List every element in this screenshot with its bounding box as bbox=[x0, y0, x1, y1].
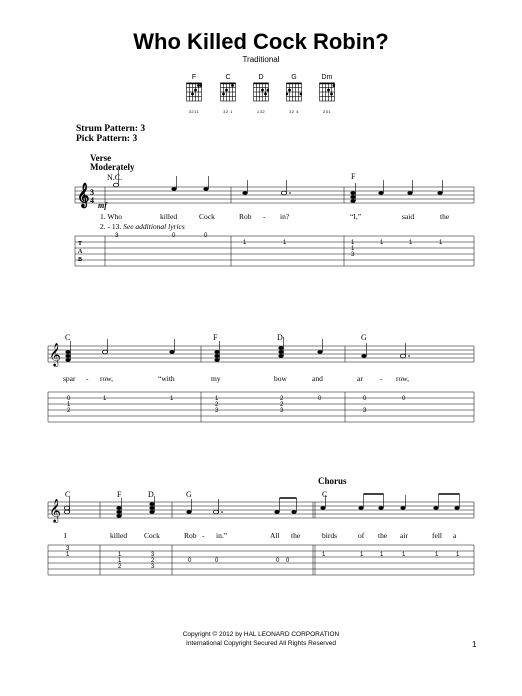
lyric-syllable: said bbox=[402, 212, 415, 221]
lyric-hyphen: - bbox=[202, 531, 205, 540]
lyric-syllable: All bbox=[270, 531, 280, 540]
copyright-notice: Copyright © 2012 by HAL LEONARD CORPORATION bbox=[182, 631, 340, 638]
tab-staff-lines bbox=[75, 236, 474, 266]
section-label-chorus: Chorus bbox=[318, 476, 347, 486]
tab-fret-number: 1 bbox=[351, 240, 355, 246]
tab-fret-number: 2 bbox=[118, 564, 122, 570]
staff-lines bbox=[75, 187, 474, 203]
treble-clef-icon: 𝄞 bbox=[77, 183, 90, 207]
additional-lyrics-note: See additional lyrics bbox=[123, 222, 185, 231]
pick-pattern: Pick Pattern: 3 bbox=[76, 134, 138, 144]
lyric-syllable: and bbox=[312, 374, 323, 383]
lyric-hyphen: - bbox=[380, 374, 383, 383]
song-title: Who Killed Cock Robin? bbox=[133, 29, 389, 54]
tab-fret-number: 1 bbox=[435, 552, 439, 558]
tab-clef-icon: T bbox=[78, 241, 83, 247]
lyric-syllable: killed bbox=[160, 212, 178, 221]
lyric-syllable: the bbox=[291, 531, 301, 540]
tab-fret-number: 1 bbox=[402, 552, 406, 558]
chord-symbol: G bbox=[361, 333, 367, 342]
chord-symbol: F bbox=[117, 490, 122, 499]
chord-symbol: C bbox=[322, 490, 328, 499]
tab-fret-number: 0 bbox=[276, 558, 280, 564]
lyric-syllable: the bbox=[378, 531, 388, 540]
tab-fret-number: 1 bbox=[243, 240, 247, 246]
tab-fret-number: 3 bbox=[363, 408, 367, 414]
chord-symbol: F bbox=[213, 333, 218, 342]
lyric-syllable: Rob bbox=[184, 531, 197, 540]
section-label-verse: Verse bbox=[90, 153, 112, 163]
tab-fret-number: 0 bbox=[67, 396, 71, 402]
song-composer: Traditional bbox=[242, 55, 280, 64]
tab-staff-lines bbox=[48, 545, 474, 575]
lyric-syllable: in.” bbox=[216, 531, 228, 540]
chord-fingering: 32 1 bbox=[223, 109, 233, 114]
tab-fret-number: 2 bbox=[67, 408, 71, 414]
tab-fret-number: 1 bbox=[456, 552, 460, 558]
tab-staff-lines bbox=[48, 392, 474, 422]
lyric-syllable: my bbox=[211, 374, 221, 383]
tab-fret-number: 1 bbox=[409, 240, 413, 246]
tab-fret-number: 3 bbox=[280, 408, 284, 414]
lyric-syllable: the bbox=[440, 212, 450, 221]
staff-lines bbox=[48, 346, 474, 362]
chord-fingering: 132 bbox=[256, 109, 266, 114]
tab-fret-number: 1 bbox=[380, 240, 384, 246]
notes bbox=[113, 170, 442, 203]
chord-symbol: F bbox=[351, 172, 356, 181]
rights-notice: International Copyright Secured All Rights Reserved bbox=[186, 640, 336, 647]
chord-name: C bbox=[225, 74, 231, 81]
lyric-syllable: “I,” bbox=[350, 212, 362, 221]
tab-fret-number: 0 bbox=[204, 233, 208, 239]
treble-clef-icon: 𝄞 bbox=[49, 500, 61, 522]
tab-fret-number: 0 bbox=[286, 558, 290, 564]
tab-fret-number: 1 bbox=[118, 552, 122, 558]
lyric-syllable: in? bbox=[280, 212, 290, 221]
chord-fingering: 3211 bbox=[188, 109, 200, 114]
lyric-syllable: row, bbox=[100, 374, 114, 383]
tab-fret-number: 2 bbox=[280, 396, 284, 402]
tab-fret-number: 2 bbox=[215, 402, 219, 408]
time-signature-bottom: 4 bbox=[90, 196, 94, 205]
lyric-syllable: I bbox=[64, 531, 67, 540]
tab-fret-number: 1 bbox=[118, 558, 122, 564]
dynamic-marking: mf bbox=[98, 201, 107, 210]
tab-fret-number: 1 bbox=[351, 246, 355, 252]
lyric-syllable: “with bbox=[158, 374, 175, 383]
chord-fingering: 231 bbox=[322, 109, 332, 114]
lyric-syllable: spar bbox=[63, 374, 76, 383]
tab-fret-number: 1 bbox=[283, 240, 287, 246]
lyric-hyphen: - bbox=[86, 374, 89, 383]
lyric-syllable: Cock bbox=[199, 212, 215, 221]
tab-fret-number: 3 bbox=[351, 252, 355, 258]
chord-name: D bbox=[258, 74, 264, 81]
chord-symbol: D bbox=[277, 333, 283, 342]
page-number: 1 bbox=[472, 640, 477, 649]
lyric-hyphen: - bbox=[263, 212, 266, 221]
tab-fret-number: 3 bbox=[215, 408, 219, 414]
lyric-syllable: bow bbox=[274, 374, 287, 383]
tab-clef-icon: A bbox=[78, 249, 83, 255]
tab-fret-number: 0 bbox=[188, 558, 192, 564]
tab-fret-number: 2 bbox=[151, 558, 155, 564]
lyric-syllable: birds bbox=[322, 531, 337, 540]
tab-clef-icon: B bbox=[78, 257, 83, 263]
tab-fret-number: 2 bbox=[280, 402, 284, 408]
tab-fret-number: 1 bbox=[170, 396, 174, 402]
tab-fret-number: 0 bbox=[318, 396, 322, 402]
no-chord-label: N.C. bbox=[107, 173, 123, 182]
tab-fret-number: 0 bbox=[363, 396, 367, 402]
lyric-syllable: 1. Who bbox=[100, 212, 122, 221]
tab-fret-number: 1 bbox=[67, 402, 71, 408]
lyric-syllable: ar bbox=[357, 374, 363, 383]
tab-fret-number: 1 bbox=[360, 552, 364, 558]
tab-fret-number: 0 bbox=[402, 396, 406, 402]
tab-fret-number: 1 bbox=[380, 552, 384, 558]
tab-fret-number: 1 bbox=[439, 240, 443, 246]
strum-pattern: Strum Pattern: 3 bbox=[76, 124, 146, 134]
lyric-syllable: row, bbox=[396, 374, 410, 383]
tab-fret-number: 1 bbox=[66, 552, 70, 558]
tab-fret-number: 0 bbox=[215, 558, 219, 564]
tempo-marking: Moderately bbox=[90, 162, 135, 172]
tab-fret-number: 1 bbox=[103, 396, 107, 402]
lyric-syllable: fell bbox=[432, 531, 442, 540]
chord-symbol: G bbox=[186, 490, 192, 499]
tab-fret-number: 3 bbox=[151, 564, 155, 570]
lyric-syllable: killed bbox=[110, 531, 128, 540]
staff-lines bbox=[48, 502, 474, 518]
chord-name: G bbox=[291, 74, 297, 81]
time-signature-top: 3 bbox=[90, 188, 94, 197]
lyric-syllable: of bbox=[358, 531, 365, 540]
chord-name: F bbox=[191, 74, 197, 81]
lyric-syllable: air bbox=[400, 531, 408, 540]
tab-fret-number: 3 bbox=[66, 546, 70, 552]
verse-range: 2. - 13. bbox=[100, 222, 122, 231]
tab-fret-number: 1 bbox=[215, 396, 219, 402]
lyric-syllable: Cock bbox=[144, 531, 160, 540]
treble-clef-icon: 𝄞 bbox=[49, 344, 61, 366]
chord-fingering: 32 4 bbox=[289, 109, 299, 114]
tab-fret-number: 3 bbox=[115, 233, 119, 239]
chord-name: Dm bbox=[321, 74, 333, 81]
lyric-syllable: a bbox=[453, 531, 457, 540]
chord-symbol: D bbox=[148, 490, 154, 499]
tab-fret-number: 1 bbox=[322, 552, 326, 558]
tab-fret-number: 0 bbox=[172, 233, 176, 239]
chord-symbol: C bbox=[65, 490, 71, 499]
chord-symbol: C bbox=[65, 333, 71, 342]
tab-fret-number: 3 bbox=[151, 552, 155, 558]
lyric-syllable: Rob bbox=[239, 212, 252, 221]
